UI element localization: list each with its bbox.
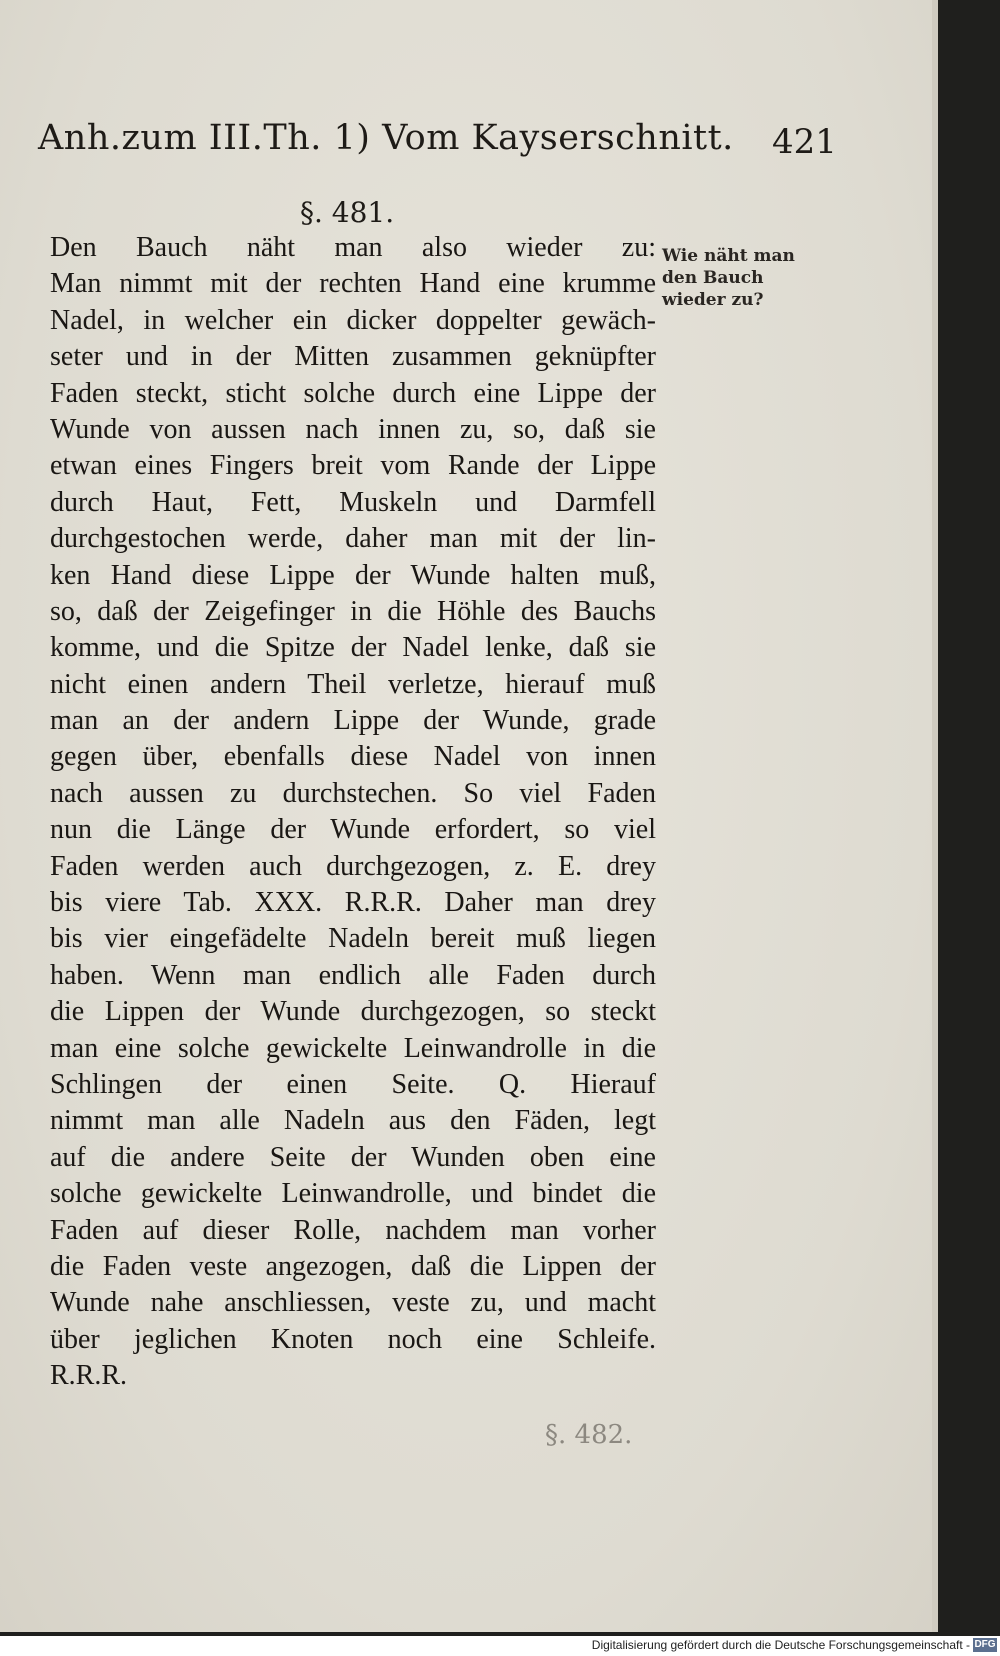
text-line: die Faden veste angezogen, daß die Lippen der <box>50 1250 656 1282</box>
text-line: durch Haut, Fett, Muskeln und Darmfell <box>50 486 656 518</box>
text-line: Man nimmt mit der rechten Hand eine krumme <box>50 268 656 300</box>
text-line: man eine solche gewickelte Leinwandrolle in die <box>50 1032 656 1064</box>
text-line: Wunde von aussen nach innen zu, so, daß sie <box>50 413 656 445</box>
footer-credit: Digitalisierung gefördert durch die Deutsche Forschungsgemeinschaft - <box>591 1638 970 1652</box>
text-line: haben. Wenn man endlich alle Faden durch <box>50 959 656 991</box>
text-line: Faden steckt, sticht solche durch eine Lippe der <box>50 377 656 409</box>
page-number: 421 <box>772 122 837 162</box>
text-line: solche gewickelte Leinwandrolle, und bindet die <box>50 1178 656 1210</box>
catchword: §. 482. <box>545 1420 633 1450</box>
text-line: man an der andern Lippe der Wunde, grade <box>50 705 656 737</box>
text-line: nimmt man alle Nadeln aus den Fäden, legt <box>50 1105 656 1137</box>
text-line: bis vier eingefädelte Nadeln bereit muß liegen <box>50 923 656 955</box>
text-line: über jeglichen Knoten noch eine Schleife. <box>50 1323 656 1355</box>
text-line: etwan eines Fingers breit vom Rande der Lippe <box>50 450 656 482</box>
text-line: Wunde nahe anschliessen, veste zu, und macht <box>50 1287 656 1319</box>
text-line: nicht einen andern Theil verletze, hierauf muß <box>50 668 656 700</box>
text-line: die Lippen der Wunde durchgezogen, so steckt <box>50 996 656 1028</box>
text-line: nach aussen zu durchstechen. So viel Faden <box>50 777 656 809</box>
margin-note: Wie näht man den Bauch wieder zu? <box>662 246 795 310</box>
dfg-logo-icon: DFG <box>974 1639 996 1650</box>
text-line: so, daß der Zeigefinger in die Höhle des Bauchs <box>50 595 656 627</box>
text-line: Faden werden auch durchgezogen, z. E. drey <box>50 850 656 882</box>
text-line: R.R.R. <box>50 1360 128 1392</box>
text-line: Faden auf dieser Rolle, nachdem man vorher <box>50 1214 656 1246</box>
text-line: nun die Länge der Wunde erfordert, so viel <box>50 814 656 846</box>
text-line: gegen über, ebenfalls diese Nadel von innen <box>50 741 656 773</box>
text-line: Nadel, in welcher ein dicker doppelter gewäch- <box>50 304 656 336</box>
section-number: §. 481. <box>300 196 395 229</box>
running-title: Anh.zum III.Th. 1) Vom Kayserschnitt. <box>38 118 734 158</box>
text-line: Den Bauch näht man also wieder zu: <box>50 232 656 263</box>
text-line: auf die andere Seite der Wunden oben eine <box>50 1141 656 1173</box>
text-line: durchgestochen werde, daher man mit der lin- <box>50 523 656 555</box>
text-line: komme, und die Spitze der Nadel lenke, daß sie <box>50 632 656 664</box>
text-line: seter und in der Mitten zusammen geknüpfter <box>50 341 656 373</box>
page-edge <box>932 0 938 1632</box>
body-text <box>50 230 656 1395</box>
text-line: Schlingen der einen Seite. Q. Hierauf <box>50 1068 656 1100</box>
text-line: ken Hand diese Lippe der Wunde halten muß, <box>50 559 656 591</box>
text-line: bis viere Tab. XXX. R.R.R. Daher man drey <box>50 887 656 919</box>
